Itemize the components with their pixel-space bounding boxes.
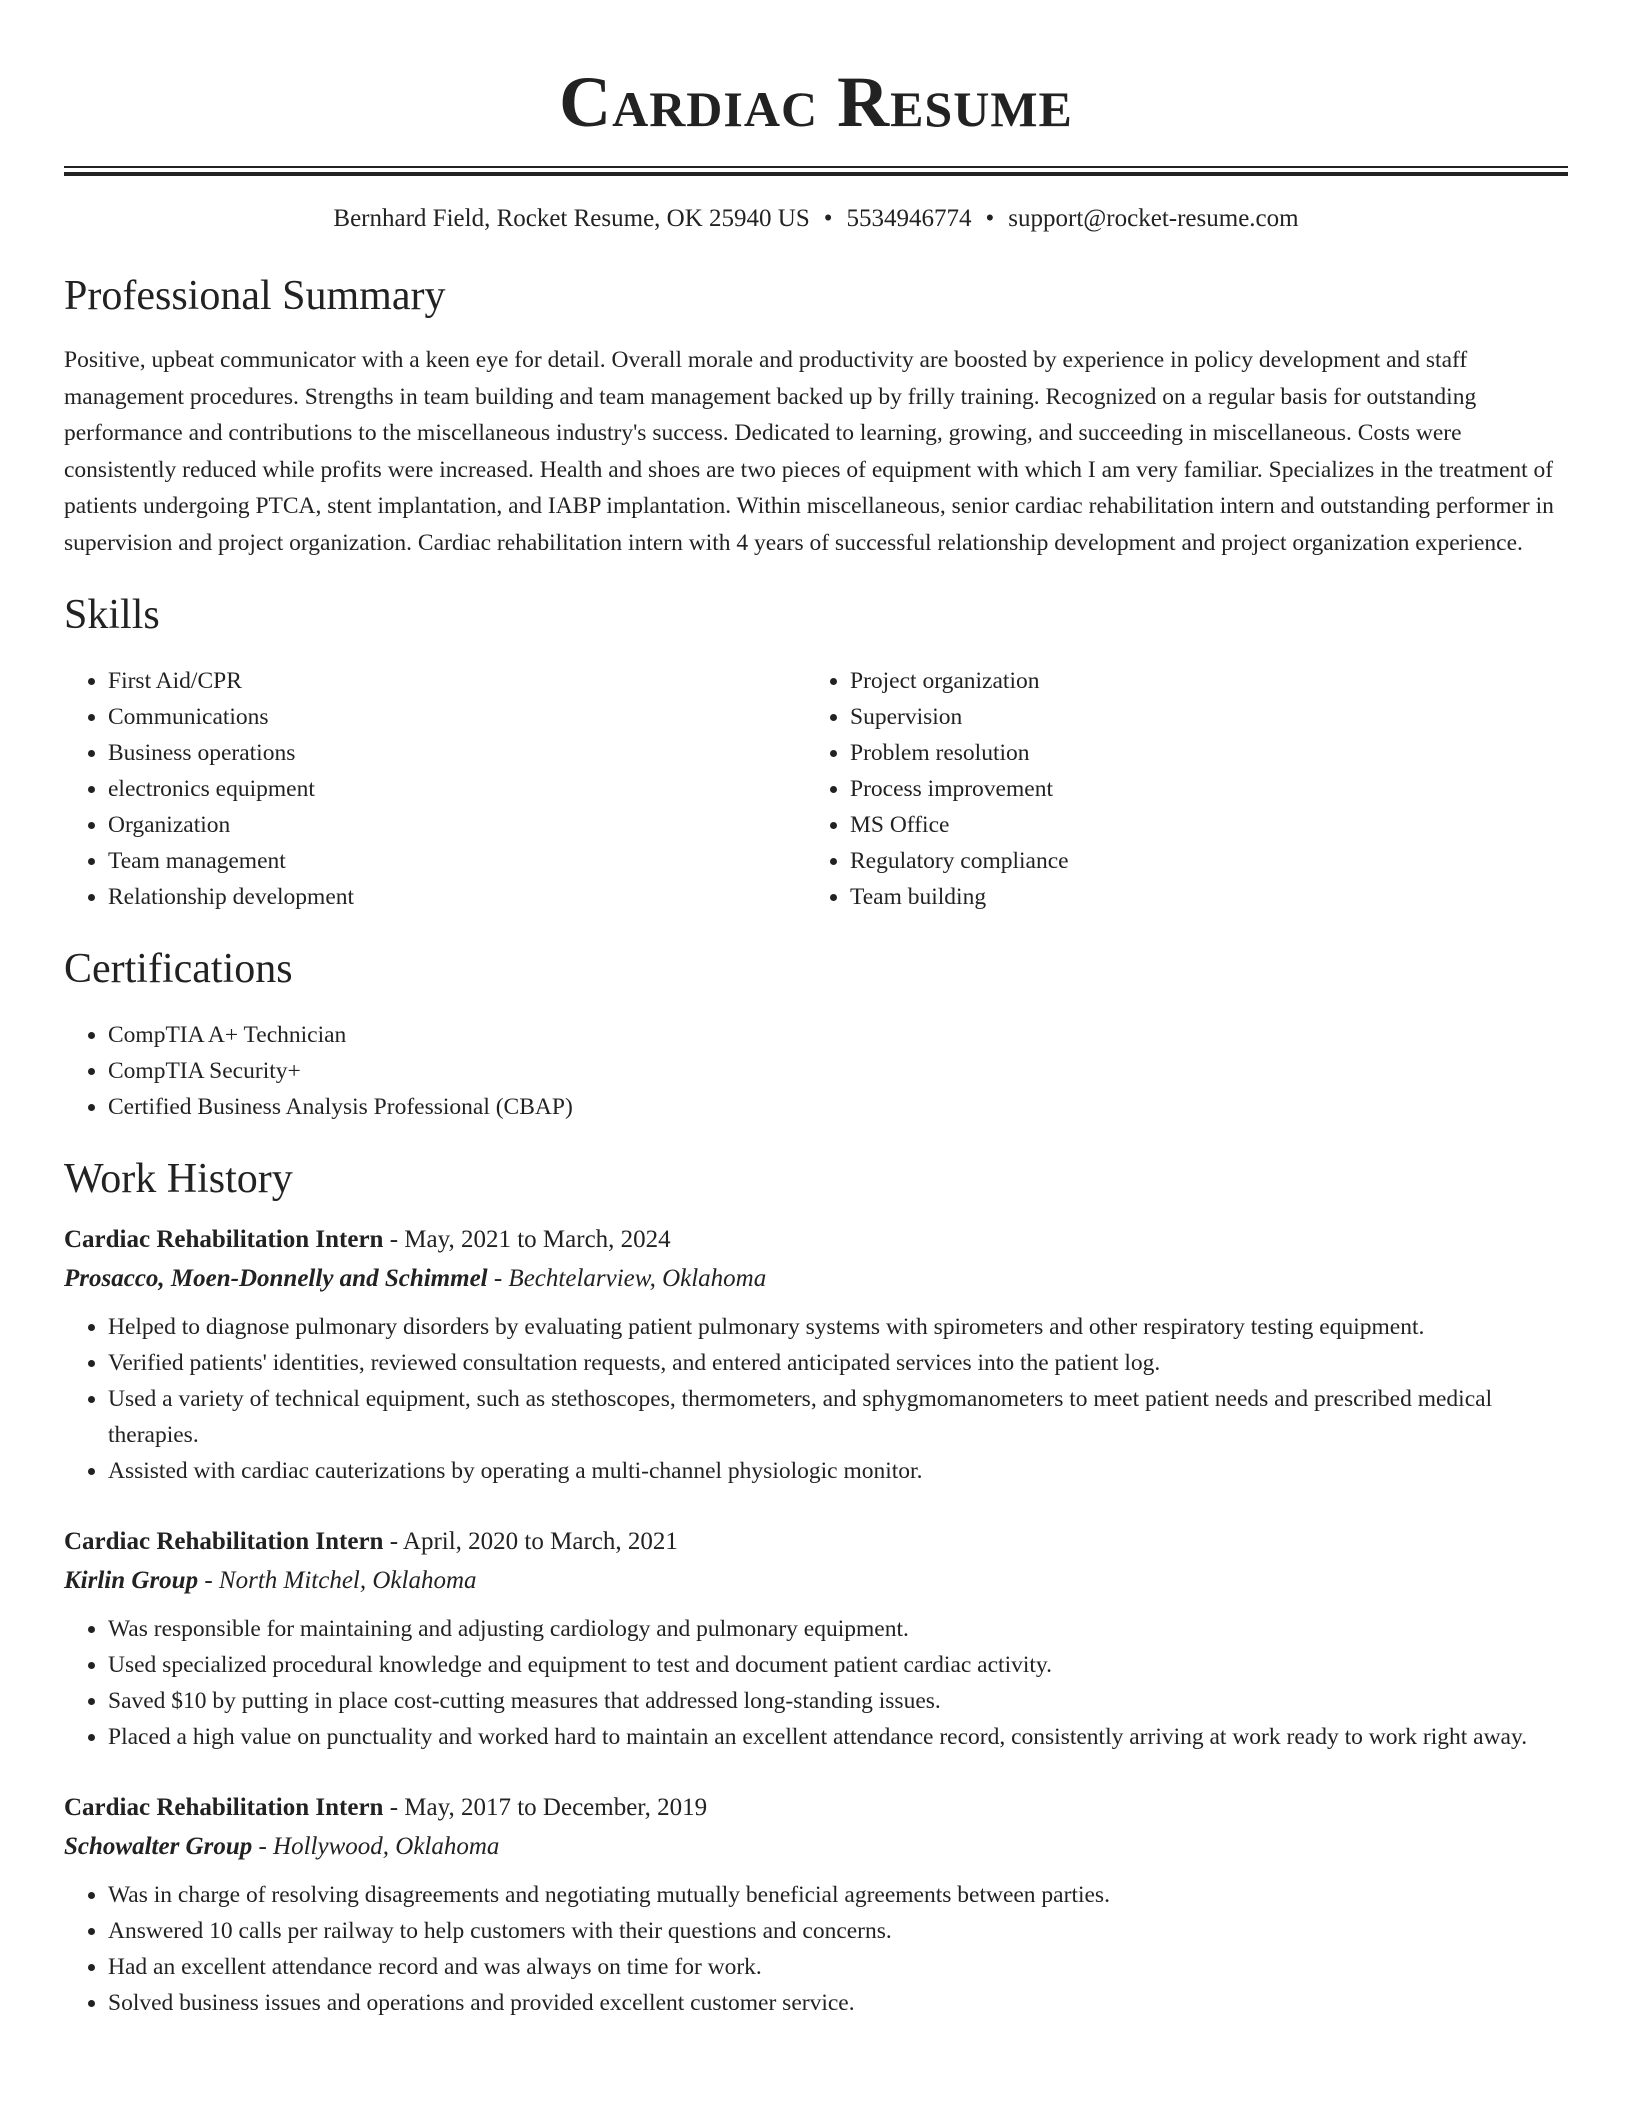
job-location: - Bechtelarview, Oklahoma bbox=[487, 1265, 767, 1292]
job-bullet: • Was responsible for maintaining and adjusting cardiology and pulmonary equipment. bbox=[108, 1611, 1568, 1647]
job-title-line bbox=[64, 1221, 1568, 1259]
job-entry bbox=[64, 1221, 1568, 1489]
job-bullet-list bbox=[64, 1611, 1568, 1755]
job-company-line bbox=[64, 1827, 1568, 1867]
job-bullet-list bbox=[64, 1309, 1568, 1489]
job-title-line bbox=[64, 1523, 1568, 1561]
work-history-section bbox=[64, 1151, 1568, 2021]
job-title: Cardiac Rehabilitation Intern bbox=[64, 1794, 384, 1821]
certification-item: • Certified Business Analysis Professional (CBAP) bbox=[108, 1089, 1568, 1125]
contact-line bbox=[64, 202, 1568, 236]
skills-column-right bbox=[806, 663, 1548, 915]
job-bullet: • Saved $10 by putting in place cost-cutting measures that addressed long-standing issues. bbox=[108, 1683, 1568, 1719]
job-bullet: • Solved business issues and operations and provided excellent customer service. bbox=[108, 1985, 1568, 2021]
skills-list-left bbox=[64, 663, 806, 915]
summary-section bbox=[64, 268, 1568, 561]
skill-item: • Problem resolution bbox=[850, 735, 1548, 771]
contact-separator: • bbox=[985, 205, 995, 232]
job-dates: - April, 2020 to March, 2021 bbox=[383, 1528, 678, 1555]
section-heading-skills: Skills bbox=[64, 592, 160, 638]
job-bullet: • Helped to diagnose pulmonary disorders by evaluating patient pulmonary systems with spirometers and other respiratory testing equipment. bbox=[108, 1309, 1568, 1345]
job-company: Schowalter Group bbox=[64, 1833, 253, 1860]
job-entry bbox=[64, 1789, 1568, 2021]
job-title: Cardiac Rehabilitation Intern bbox=[64, 1226, 384, 1253]
skill-item: • Relationship development bbox=[108, 879, 806, 915]
resume-page bbox=[64, 0, 1568, 2021]
skill-item: • electronics equipment bbox=[108, 771, 806, 807]
skill-item: • Team building bbox=[850, 879, 1548, 915]
job-bullet: • Verified patients' identities, reviewed consultation requests, and entered anticipated services into the patient log. bbox=[108, 1345, 1568, 1381]
job-title-line bbox=[64, 1789, 1568, 1827]
skill-item: • Communications bbox=[108, 699, 806, 735]
title-divider bbox=[64, 166, 1568, 176]
job-bullet: • Was in charge of resolving disagreements and negotiating mutually beneficial agreements between parties. bbox=[108, 1877, 1568, 1913]
section-heading-summary: Professional Summary bbox=[64, 273, 446, 319]
job-location: - Hollywood, Oklahoma bbox=[252, 1833, 500, 1860]
job-dates: - May, 2021 to March, 2024 bbox=[383, 1226, 671, 1253]
skill-item: • First Aid/CPR bbox=[108, 663, 806, 699]
certifications-section bbox=[64, 941, 1568, 1125]
job-company: Kirlin Group bbox=[64, 1567, 199, 1594]
job-bullet-list bbox=[64, 1877, 1568, 2021]
skill-item: • Regulatory compliance bbox=[850, 843, 1548, 879]
job-bullet: • Answered 10 calls per railway to help customers with their questions and concerns. bbox=[108, 1913, 1568, 1949]
job-bullet: • Placed a high value on punctuality and worked hard to maintain an excellent attendance record, consistently arriving at work ready to work right away. bbox=[108, 1719, 1568, 1755]
job-bullet: • Assisted with cardiac cauterizations by operating a multi-channel physiologic monitor. bbox=[108, 1453, 1568, 1489]
job-company: Prosacco, Moen-Donnelly and Schimmel bbox=[64, 1265, 488, 1292]
skills-list-right bbox=[806, 663, 1548, 915]
skill-item: • Process improvement bbox=[850, 771, 1548, 807]
summary-text: Positive, upbeat communicator with a keen eye for detail. Overall morale and productivity are boosted by experience in policy development and staff management procedures. Strengths in team building and team management backed up by frilly training. Recognized on a regular basis for outstanding performance and contributions to the miscellaneous industry's success. Dedicated to learning, growing, and succeeding in miscellaneous. Costs were consistently reduced while profits were increased. Health and shoes are two pieces of equipment with which I am very familiar. Specializes in the treatment of patients undergoing PTCA, stent implantation, and IABP implantation. Within miscellaneous, senior cardiac rehabilitation intern and outstanding performer in supervision and project organization. Cardiac rehabilitation intern with 4 years of successful relationship development and project organization experience. bbox=[64, 347, 1554, 556]
skill-item: • MS Office bbox=[850, 807, 1548, 843]
section-heading-certifications: Certifications bbox=[64, 946, 293, 992]
job-location: - North Mitchel, Oklahoma bbox=[198, 1567, 477, 1594]
certifications-list bbox=[64, 1017, 1568, 1125]
contact-address: Bernhard Field, Rocket Resume, OK 25940 US bbox=[333, 205, 810, 232]
certification-item: • CompTIA Security+ bbox=[108, 1053, 1568, 1089]
certification-item: • CompTIA A+ Technician bbox=[108, 1017, 1568, 1053]
job-company-line bbox=[64, 1259, 1568, 1299]
document-title: Cardiac Resume bbox=[559, 62, 1073, 142]
contact-email: support@rocket-resume.com bbox=[1008, 205, 1299, 232]
job-company-line bbox=[64, 1561, 1568, 1601]
job-bullet: • Used a variety of technical equipment, such as stethoscopes, thermometers, and sphygmomanometers to meet patient needs and prescribed medical therapies. bbox=[108, 1381, 1568, 1453]
job-bullet: • Used specialized procedural knowledge and equipment to test and document patient cardiac activity. bbox=[108, 1647, 1568, 1683]
skills-column-left bbox=[64, 663, 806, 915]
skill-item: • Project organization bbox=[850, 663, 1548, 699]
skills-section bbox=[64, 587, 1568, 915]
contact-phone: 5534946774 bbox=[846, 205, 972, 232]
job-dates: - May, 2017 to December, 2019 bbox=[383, 1794, 708, 1821]
skill-item: • Team management bbox=[108, 843, 806, 879]
job-entry bbox=[64, 1523, 1568, 1755]
job-title: Cardiac Rehabilitation Intern bbox=[64, 1528, 384, 1555]
skill-item: • Organization bbox=[108, 807, 806, 843]
job-bullet: • Had an excellent attendance record and was always on time for work. bbox=[108, 1949, 1568, 1985]
section-heading-work-history: Work History bbox=[64, 1156, 293, 1202]
skill-item: • Supervision bbox=[850, 699, 1548, 735]
skill-item: • Business operations bbox=[108, 735, 806, 771]
contact-separator: • bbox=[823, 205, 833, 232]
skills-columns bbox=[64, 663, 1568, 915]
